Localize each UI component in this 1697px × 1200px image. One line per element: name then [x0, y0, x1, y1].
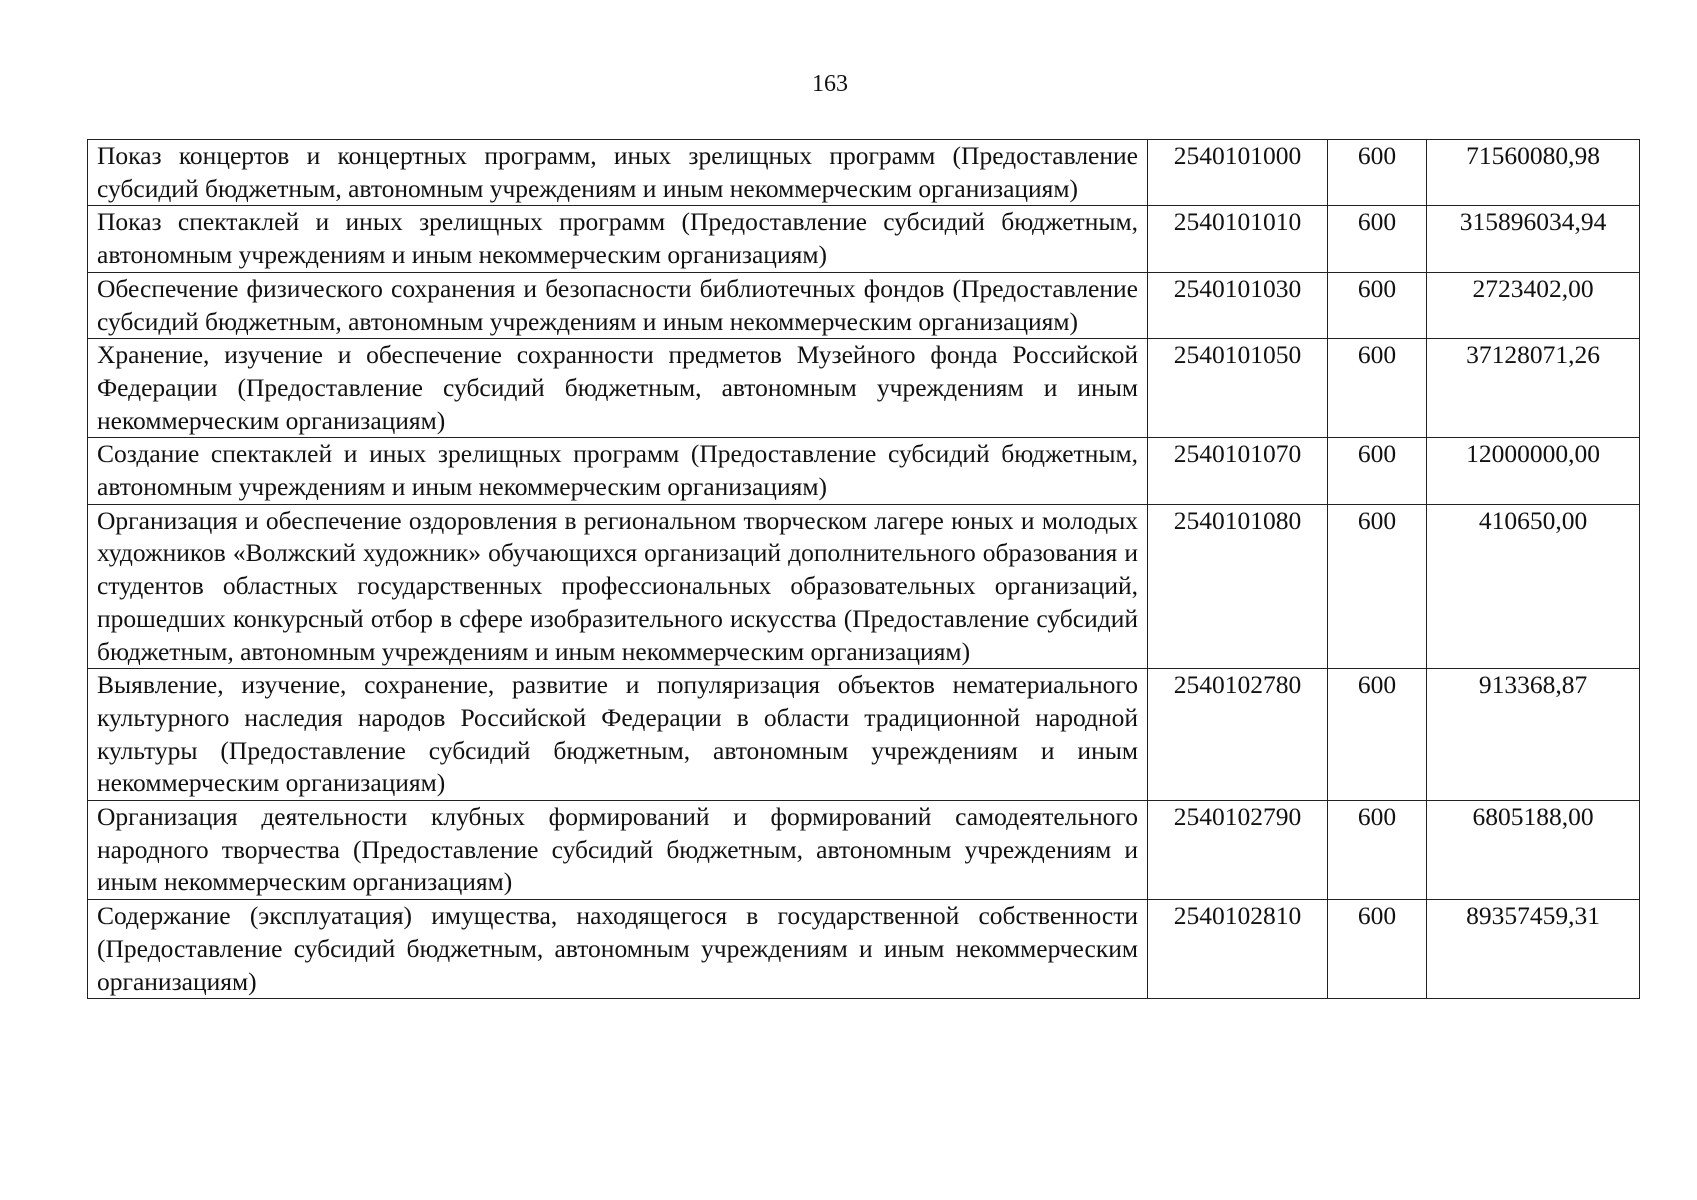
table-row — [88, 272, 1640, 338]
row-amount: 71560080,98 — [1427, 140, 1640, 206]
row-code: 2540101050 — [1148, 339, 1328, 438]
row-expense-type: 600 — [1328, 669, 1427, 801]
row-amount: 89357459,31 — [1427, 900, 1640, 999]
row-description: Выявление, изучение, сохранение, развитие и популяризация объектов нематериального культурного наследия народов Российской Федерации в области традиционной народной культуры (Предоставление субсидий бюджетным, автономным учреждениям и иным некоммерческим организациям) — [88, 669, 1148, 801]
row-expense-type: 600 — [1328, 801, 1427, 900]
row-amount: 37128071,26 — [1427, 339, 1640, 438]
table-row — [88, 669, 1640, 801]
row-expense-type: 600 — [1328, 272, 1427, 338]
budget-table-body — [88, 140, 1640, 999]
row-code: 2540101070 — [1148, 438, 1328, 504]
row-code: 2540101010 — [1148, 206, 1328, 272]
row-code: 2540101000 — [1148, 140, 1328, 206]
row-expense-type: 600 — [1328, 438, 1427, 504]
table-row — [88, 801, 1640, 900]
row-code: 2540101080 — [1148, 504, 1328, 669]
row-description: Показ концертов и концертных программ, иных зрелищных программ (Предоставление субсидий бюджетным, автономным учреждениям и иным некоммерческим организациям) — [88, 140, 1148, 206]
budget-table — [87, 139, 1640, 999]
row-description: Показ спектаклей и иных зрелищных программ (Предоставление субсидий бюджетным, автономным учреждениям и иным некоммерческим организациям) — [88, 206, 1148, 272]
row-amount: 6805188,00 — [1427, 801, 1640, 900]
table-row — [88, 339, 1640, 438]
row-expense-type: 600 — [1328, 206, 1427, 272]
table-row — [88, 140, 1640, 206]
row-amount: 2723402,00 — [1427, 272, 1640, 338]
row-description: Создание спектаклей и иных зрелищных программ (Предоставление субсидий бюджетным, автономным учреждениям и иным некоммерческим организациям) — [88, 438, 1148, 504]
row-amount: 913368,87 — [1427, 669, 1640, 801]
row-expense-type: 600 — [1328, 900, 1427, 999]
row-amount: 410650,00 — [1427, 504, 1640, 669]
table-row — [88, 438, 1640, 504]
page-number: 163 — [812, 71, 848, 97]
table-row — [88, 206, 1640, 272]
table-row — [88, 504, 1640, 669]
row-expense-type: 600 — [1328, 140, 1427, 206]
row-expense-type: 600 — [1328, 504, 1427, 669]
row-description: Организация и обеспечение оздоровления в региональном творческом лагере юных и молодых художников «Волжский художник» обучающихся организаций дополнительного образования и студентов областных государственных профессиональных образовательных организаций, прошедших конкурсный отбор в сфере изобразительного искусства (Предоставление субсидий бюджетным, автономным учреждениям и иным некоммерческим организациям) — [88, 504, 1148, 669]
row-description: Организация деятельности клубных формирований и формирований самодеятельного народного творчества (Предоставление субсидий бюджетным, автономным учреждениям и иным некоммерческим организациям) — [88, 801, 1148, 900]
row-amount: 12000000,00 — [1427, 438, 1640, 504]
table-row — [88, 900, 1640, 999]
row-code: 2540102810 — [1148, 900, 1328, 999]
row-code: 2540101030 — [1148, 272, 1328, 338]
row-amount: 315896034,94 — [1427, 206, 1640, 272]
row-code: 2540102790 — [1148, 801, 1328, 900]
row-expense-type: 600 — [1328, 339, 1427, 438]
row-description: Хранение, изучение и обеспечение сохранности предметов Музейного фонда Российской Федерации (Предоставление субсидий бюджетным, автономным учреждениям и иным некоммерческим организациям) — [88, 339, 1148, 438]
row-description: Обеспечение физического сохранения и безопасности библиотечных фондов (Предоставление субсидий бюджетным, автономным учреждениям и иным некоммерческим организациям) — [88, 272, 1148, 338]
row-description: Содержание (эксплуатация) имущества, находящегося в государственной собственности (Предоставление субсидий бюджетным, автономным учреждениям и иным некоммерческим организациям) — [88, 900, 1148, 999]
row-code: 2540102780 — [1148, 669, 1328, 801]
